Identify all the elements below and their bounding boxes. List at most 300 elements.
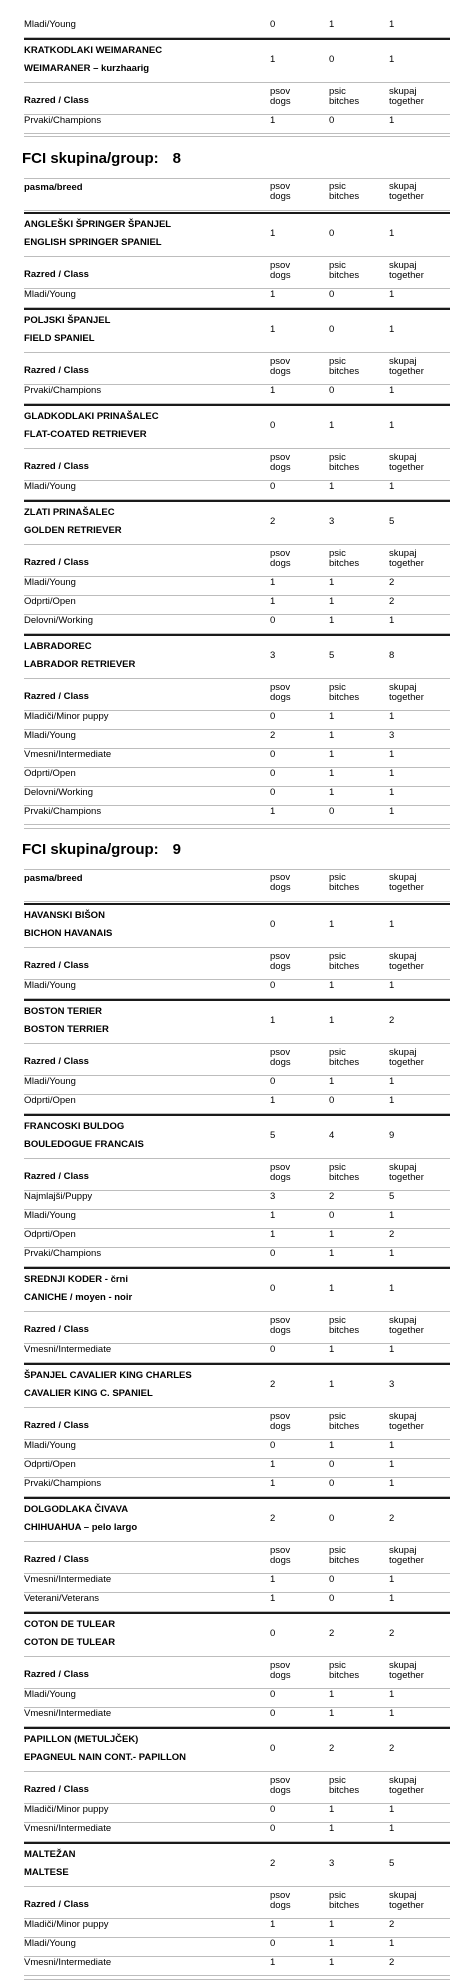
class-name: Vmesni/Intermediate	[24, 1957, 112, 1968]
dogs-header-line1: psov	[270, 1411, 291, 1422]
breed-row	[24, 45, 450, 79]
bitches-count: 1	[329, 1823, 335, 1834]
bitches-header-line1: psic	[329, 1162, 346, 1173]
together-header-line1: skupaj	[389, 1890, 417, 1901]
breed-bitches-total: 0	[329, 324, 335, 335]
class-row	[24, 481, 450, 499]
class-header-label: Razred / Class	[24, 1324, 89, 1335]
bitches-header	[329, 261, 359, 281]
breed-dogs-total: 5	[270, 1130, 276, 1141]
together-count: 1	[389, 1076, 395, 1087]
class-name: Mladi/Young	[24, 1689, 76, 1700]
dogs-header-line2: dogs	[270, 462, 291, 473]
dogs-header-line2: dogs	[270, 1421, 291, 1432]
breed-dogs-total: 1	[270, 54, 276, 65]
class-name: Mladi/Young	[24, 1210, 76, 1221]
class-name: Mladiči/Minor puppy	[24, 1804, 109, 1815]
dogs-header	[270, 1891, 291, 1911]
divider	[24, 210, 450, 211]
class-name: Prvaki/Champions	[24, 385, 102, 396]
dogs-header-line2: dogs	[270, 882, 291, 893]
dogs-count: 0	[270, 711, 276, 722]
together-count: 1	[389, 1574, 395, 1585]
dogs-header-line1: psov	[270, 1890, 291, 1901]
class-row	[24, 730, 450, 748]
fci-group-number: 8	[172, 150, 182, 167]
together-count: 1	[389, 615, 395, 626]
class-row	[24, 1095, 450, 1113]
breed-together-total: 5	[389, 1858, 395, 1869]
dogs-count: 2	[270, 730, 276, 741]
class-header-row	[24, 1412, 450, 1436]
breed-together-total: 8	[389, 650, 395, 661]
dogs-header-line2: dogs	[270, 1555, 291, 1566]
dogs-header	[270, 1776, 291, 1796]
divider-thick	[24, 1727, 450, 1729]
divider	[24, 1541, 450, 1542]
breed-bitches-total: 1	[329, 420, 335, 431]
together-header-line2: together	[389, 270, 424, 281]
bitches-count: 0	[329, 1095, 335, 1106]
dogs-header	[270, 1412, 291, 1432]
bitches-count: 1	[329, 1708, 335, 1719]
dogs-header	[270, 1546, 291, 1566]
together-header	[389, 683, 424, 703]
bitches-count: 1	[329, 1689, 335, 1700]
dogs-header-line1: psov	[270, 682, 291, 693]
dogs-count: 0	[270, 1689, 276, 1700]
bitches-header-line2: bitches	[329, 270, 360, 281]
breed-bitches-total: 2	[329, 1628, 335, 1639]
breed-dogs-total: 0	[270, 420, 276, 431]
class-row	[24, 1440, 450, 1458]
breed-row	[24, 1619, 450, 1653]
together-header	[389, 87, 424, 107]
together-header	[389, 261, 424, 281]
breed-together-total: 2	[389, 1743, 395, 1754]
bitches-count: 1	[329, 980, 335, 991]
divider-thick	[24, 1363, 450, 1365]
class-name: Mladi/Young	[24, 1440, 76, 1451]
breed-bitches-total: 1	[329, 1379, 335, 1390]
together-header	[389, 1546, 424, 1566]
breed-name-english: ENGLISH SPRINGER SPANIEL	[24, 237, 162, 248]
breed-name-local: PAPILLON (METULJČEK)	[24, 1734, 139, 1745]
breed-together-total: 2	[389, 1015, 395, 1026]
class-row	[24, 1804, 450, 1822]
breed-name-local: BOSTON TERIER	[24, 1006, 102, 1017]
breed-row	[24, 1734, 450, 1768]
breed-bitches-total: 1	[329, 1015, 335, 1026]
class-row	[24, 596, 450, 614]
class-row	[24, 1210, 450, 1228]
divider-thick	[24, 308, 450, 310]
bitches-header	[329, 1412, 359, 1432]
together-header-line2: together	[389, 1172, 424, 1183]
dogs-header-line2: dogs	[270, 1785, 291, 1796]
class-row	[24, 577, 450, 595]
class-header-label: Razred / Class	[24, 1899, 89, 1910]
together-header	[389, 1891, 424, 1911]
bitches-header-line2: bitches	[329, 882, 360, 893]
breed-together-total: 1	[389, 919, 395, 930]
breed-together-total: 1	[389, 54, 395, 65]
bitches-header-line1: psic	[329, 1890, 346, 1901]
bitches-count: 1	[329, 749, 335, 760]
breed-name-english: MALTESE	[24, 1867, 69, 1878]
together-header	[389, 1776, 424, 1796]
breed-name-english: COTON DE TULEAR	[24, 1637, 116, 1648]
class-row	[24, 1478, 450, 1496]
class-header-label: Razred / Class	[24, 269, 89, 280]
breed-name-local: DOLGODLAKA ČIVAVA	[24, 1504, 129, 1515]
dogs-count: 1	[270, 1210, 276, 1221]
breed-name-local: GLADKODLAKI PRINAŠALEC	[24, 411, 159, 422]
bitches-header-line1: psic	[329, 86, 346, 97]
breed-name-english: EPAGNEUL NAIN CONT.- PAPILLON	[24, 1752, 187, 1763]
divider-thick	[24, 500, 450, 502]
divider	[24, 869, 450, 870]
class-name: Najmlajši/Puppy	[24, 1191, 93, 1202]
class-name: Odprti/Open	[24, 1229, 76, 1240]
class-header-row	[24, 453, 450, 477]
bitches-count: 1	[329, 1957, 335, 1968]
dogs-count: 0	[270, 1440, 276, 1451]
bitches-header	[329, 1316, 359, 1336]
breed-row	[24, 507, 450, 541]
class-name: Vmesni/Intermediate	[24, 1574, 112, 1585]
class-row	[24, 1229, 450, 1247]
bitches-count: 1	[329, 481, 335, 492]
breed-dogs-total: 2	[270, 1858, 276, 1869]
together-count: 2	[389, 1229, 395, 1240]
breed-name-english: LABRADOR RETRIEVER	[24, 659, 136, 670]
dogs-header-line1: psov	[270, 1775, 291, 1786]
class-name: Veterani/Veterans	[24, 1593, 99, 1604]
fci-group-label: FCI skupina/group:	[22, 150, 159, 167]
breed-row	[24, 1849, 450, 1883]
together-count: 1	[389, 481, 395, 492]
breed-row	[24, 1006, 450, 1040]
breed-name-english: WEIMARANER – kurzhaarig	[24, 63, 150, 74]
dogs-count: 1	[270, 1095, 276, 1106]
breed-together-total: 1	[389, 228, 395, 239]
dogs-header-line1: psov	[270, 1660, 291, 1671]
breed-together-total: 5	[389, 516, 395, 527]
together-header-line2: together	[389, 191, 424, 202]
breed-name-local: COTON DE TULEAR	[24, 1619, 116, 1630]
divider	[24, 133, 450, 134]
class-row	[24, 806, 450, 824]
divider-thick	[24, 1114, 450, 1116]
dogs-count: 3	[270, 1191, 276, 1202]
fci-group-title	[22, 841, 181, 858]
divider-thick	[24, 1267, 450, 1269]
together-count: 1	[389, 1804, 395, 1815]
breed-name-english: BOULEDOGUE FRANCAIS	[24, 1139, 144, 1150]
dogs-header-line1: psov	[270, 951, 291, 962]
breed-bitches-total: 0	[329, 54, 335, 65]
bitches-header	[329, 873, 359, 893]
together-header	[389, 357, 424, 377]
divider-thick	[24, 212, 450, 214]
divider	[24, 901, 450, 902]
bitches-header-line1: psic	[329, 356, 346, 367]
breed-bitches-total: 0	[329, 228, 335, 239]
class-name: Mladi/Young	[24, 980, 76, 991]
breed-name-local: SREDNJI KODER - črni	[24, 1274, 128, 1285]
dogs-count: 0	[270, 481, 276, 492]
bitches-header-line2: bitches	[329, 191, 360, 202]
dogs-count: 1	[270, 1459, 276, 1470]
dogs-header	[270, 549, 291, 569]
breed-dogs-total: 1	[270, 324, 276, 335]
bitches-header-line1: psic	[329, 452, 346, 463]
bitches-header	[329, 549, 359, 569]
dogs-header	[270, 1661, 291, 1681]
class-header-row	[24, 1316, 450, 1340]
class-header-row	[24, 1546, 450, 1570]
dogs-header	[270, 683, 291, 703]
together-count: 1	[389, 1478, 395, 1489]
class-row	[24, 1459, 450, 1477]
together-header	[389, 1048, 424, 1068]
class-name: Mladi/Young	[24, 730, 76, 741]
breed-name-english: BICHON HAVANAIS	[24, 928, 113, 939]
divider-thick	[24, 38, 450, 40]
dogs-header-line2: dogs	[270, 191, 291, 202]
breed-row	[24, 641, 450, 675]
class-name: Vmesni/Intermediate	[24, 749, 112, 760]
together-count: 1	[389, 980, 395, 991]
dogs-header-line1: psov	[270, 356, 291, 367]
together-header-line1: skupaj	[389, 548, 417, 559]
class-header-label: Razred / Class	[24, 1784, 89, 1795]
class-name: Delovni/Working	[24, 615, 93, 626]
class-row	[24, 1191, 450, 1209]
divider	[24, 256, 450, 257]
dogs-header	[270, 87, 291, 107]
dogs-header-line2: dogs	[270, 270, 291, 281]
class-name: Mladi/Young	[24, 289, 76, 300]
class-header-row	[24, 549, 450, 573]
together-header-line1: skupaj	[389, 872, 417, 883]
dogs-count: 0	[270, 1344, 276, 1355]
class-row	[24, 1076, 450, 1094]
class-name: Prvaki/Champions	[24, 1248, 102, 1259]
breed-together-total: 1	[389, 324, 395, 335]
together-count: 1	[389, 1344, 395, 1355]
dogs-count: 0	[270, 1804, 276, 1815]
dogs-header-line1: psov	[270, 1315, 291, 1326]
bitches-header-line2: bitches	[329, 961, 360, 972]
class-name: Vmesni/Intermediate	[24, 1708, 112, 1719]
together-count: 1	[389, 1248, 395, 1259]
bitches-header-line2: bitches	[329, 1900, 360, 1911]
dogs-header-line2: dogs	[270, 96, 291, 107]
fci-group-label: FCI skupina/group:	[22, 841, 159, 858]
divider-thick	[24, 903, 450, 905]
bitches-header-line2: bitches	[329, 1057, 360, 1068]
bitches-count: 1	[329, 596, 335, 607]
breed-bitches-total: 1	[329, 1283, 335, 1294]
divider	[24, 178, 450, 179]
bitches-count: 1	[329, 730, 335, 741]
together-header	[389, 1316, 424, 1336]
together-count: 1	[389, 289, 395, 300]
together-count: 1	[389, 1708, 395, 1719]
bitches-header-line1: psic	[329, 1775, 346, 1786]
dogs-count: 0	[270, 1823, 276, 1834]
together-header	[389, 182, 424, 202]
together-count: 1	[389, 1459, 395, 1470]
dogs-header-line2: dogs	[270, 961, 291, 972]
dogs-count: 0	[270, 1076, 276, 1087]
breed-name-local: KRATKODLAKI WEIMARANEC	[24, 45, 163, 56]
dogs-header-line2: dogs	[270, 558, 291, 569]
bitches-header-line2: bitches	[329, 462, 360, 473]
bitches-count: 0	[329, 1210, 335, 1221]
bitches-count: 1	[329, 1919, 335, 1930]
bitches-count: 1	[329, 787, 335, 798]
class-name: Prvaki/Champions	[24, 806, 102, 817]
class-header-label: Razred / Class	[24, 1669, 89, 1680]
bitches-header-line1: psic	[329, 1411, 346, 1422]
bitches-header-line1: psic	[329, 1660, 346, 1671]
class-header-row	[24, 1163, 450, 1187]
together-count: 2	[389, 596, 395, 607]
breed-name-local: LABRADOREC	[24, 641, 92, 652]
dogs-header-line1: psov	[270, 872, 291, 883]
together-count: 1	[389, 1593, 395, 1604]
class-row	[24, 1708, 450, 1726]
class-header-label: Razred / Class	[24, 1420, 89, 1431]
class-row	[24, 1593, 450, 1611]
bitches-count: 1	[329, 768, 335, 779]
divider-thick	[24, 1612, 450, 1614]
bitches-header-line1: psic	[329, 1315, 346, 1326]
dogs-count: 0	[270, 1938, 276, 1949]
together-count: 1	[389, 115, 395, 126]
bitches-header	[329, 1048, 359, 1068]
together-count: 2	[389, 1957, 395, 1968]
class-header-label: Razred / Class	[24, 365, 89, 376]
divider-thick	[24, 1842, 450, 1844]
class-header-label: Razred / Class	[24, 691, 89, 702]
divider-thick	[24, 999, 450, 1001]
dogs-count: 1	[270, 1593, 276, 1604]
dogs-count: 0	[270, 980, 276, 991]
class-row	[24, 1823, 450, 1841]
bitches-count: 0	[329, 806, 335, 817]
bitches-count: 1	[329, 1229, 335, 1240]
class-row	[24, 1938, 450, 1956]
breed-row	[24, 1274, 450, 1308]
divider	[24, 448, 450, 449]
breed-together-total: 3	[389, 1379, 395, 1390]
class-name: Mladi/Young	[24, 577, 76, 588]
bitches-header-line1: psic	[329, 951, 346, 962]
breed-bitches-total: 5	[329, 650, 335, 661]
dogs-header-line1: psov	[270, 181, 291, 192]
class-name: Odprti/Open	[24, 1095, 76, 1106]
class-name: Mladi/Young	[24, 19, 76, 30]
divider	[24, 1407, 450, 1408]
bitches-header-line2: bitches	[329, 692, 360, 703]
bitches-header	[329, 453, 359, 473]
class-name: Mladiči/Minor puppy	[24, 711, 109, 722]
breed-together-total: 2	[389, 1628, 395, 1639]
together-header-line2: together	[389, 1670, 424, 1681]
together-header-line2: together	[389, 1785, 424, 1796]
breed-bitches-total: 4	[329, 1130, 335, 1141]
class-row	[24, 980, 450, 998]
bitches-count: 1	[329, 1938, 335, 1949]
dogs-header	[270, 261, 291, 281]
together-header-line2: together	[389, 462, 424, 473]
class-header-label: Razred / Class	[24, 1171, 89, 1182]
breed-together-total: 9	[389, 1130, 395, 1141]
bitches-header	[329, 1163, 359, 1183]
bitches-header-line1: psic	[329, 872, 346, 883]
breed-name-local: HAVANSKI BIŠON	[24, 910, 105, 921]
class-name: Mladi/Young	[24, 1076, 76, 1087]
divider	[24, 1158, 450, 1159]
together-count: 5	[389, 1191, 395, 1202]
breed-name-local: FRANCOSKI BULDOG	[24, 1121, 125, 1132]
together-header-line2: together	[389, 1325, 424, 1336]
together-header	[389, 1163, 424, 1183]
class-header-label: Razred / Class	[24, 461, 89, 472]
divider	[24, 136, 450, 137]
class-header-label: Razred / Class	[24, 95, 89, 106]
breed-dogs-total: 3	[270, 650, 276, 661]
bitches-count: 1	[329, 711, 335, 722]
bitches-count: 0	[329, 1574, 335, 1585]
breed-bitches-total: 1	[329, 919, 335, 930]
dogs-count: 0	[270, 768, 276, 779]
bitches-header-line1: psic	[329, 548, 346, 559]
divider	[24, 678, 450, 679]
breed-bitches-total: 2	[329, 1743, 335, 1754]
divider	[24, 1311, 450, 1312]
bitches-count: 0	[329, 115, 335, 126]
breed-together-total: 1	[389, 1283, 395, 1294]
bitches-header	[329, 683, 359, 703]
divider	[24, 1886, 450, 1887]
breed-row	[24, 1121, 450, 1155]
bitches-header-line2: bitches	[329, 96, 360, 107]
dogs-count: 1	[270, 596, 276, 607]
dogs-count: 0	[270, 19, 276, 30]
bitches-header	[329, 357, 359, 377]
dogs-header-line1: psov	[270, 452, 291, 463]
dogs-header-line2: dogs	[270, 1057, 291, 1068]
bitches-header-line1: psic	[329, 1047, 346, 1058]
class-name: Prvaki/Champions	[24, 1478, 102, 1489]
class-header-row	[24, 1661, 450, 1685]
breed-row	[24, 315, 450, 349]
bitches-count: 0	[329, 385, 335, 396]
breed-bitches-total: 0	[329, 1513, 335, 1524]
bitches-header-line1: psic	[329, 181, 346, 192]
class-row	[24, 1689, 450, 1707]
bitches-count: 0	[329, 1478, 335, 1489]
divider	[24, 828, 450, 829]
dogs-header	[270, 873, 291, 893]
bitches-header	[329, 182, 359, 202]
together-count: 1	[389, 806, 395, 817]
